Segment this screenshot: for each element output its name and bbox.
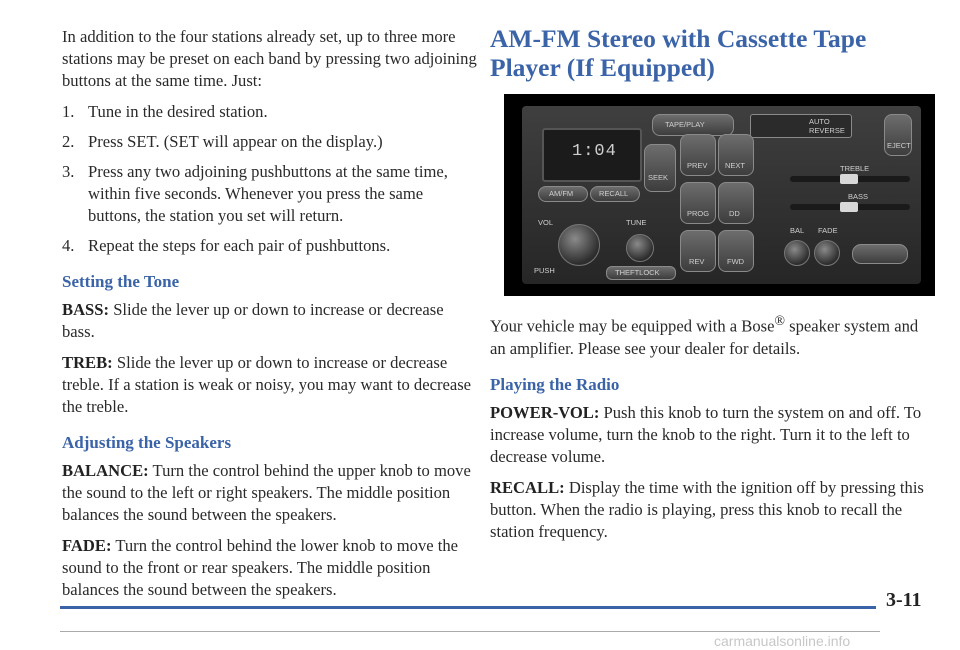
- bass-text: Slide the lever up or down to increase or decrease bass.: [62, 300, 444, 341]
- bose-text-b: speaker system and an amplifier. Please see your dealer for details.: [490, 316, 919, 358]
- bass-paragraph: [62, 299, 480, 343]
- list-item: [62, 131, 480, 153]
- preset-steps-list: [62, 101, 480, 257]
- seek-label: SEEK: [648, 173, 669, 182]
- page-number: 3-11: [886, 589, 922, 611]
- intro-paragraph: In addition to the four stations already set, up to three more stations may be preset on each band by pressing two adjoining buttons at the same time. Just:: [62, 27, 477, 90]
- preset-button-6: [718, 230, 754, 272]
- power-push-label: PUSH: [534, 266, 555, 275]
- recall-paragraph: [490, 477, 930, 543]
- section-title: AM-FM Stereo with Cassette Tape Player (If Equipped): [490, 24, 867, 82]
- tape-play-label: TAPE/PLAY: [665, 120, 705, 129]
- seek-button: [644, 144, 676, 192]
- power-term: POWER-VOL:: [490, 402, 600, 422]
- bottom-rule: [60, 631, 880, 632]
- eject-button: [884, 114, 912, 156]
- cassette-slot: [750, 114, 852, 138]
- tune-label: TUNE: [626, 218, 647, 227]
- list-item: [62, 161, 480, 227]
- recall-term: RECALL:: [490, 477, 565, 497]
- playing-heading: Playing the Radio: [490, 374, 620, 394]
- radio-panel: [522, 106, 921, 284]
- preset-button-5: [680, 230, 716, 272]
- left-column: [62, 26, 480, 610]
- treble-slider-thumb: [840, 174, 858, 184]
- right-body: [490, 310, 930, 543]
- tape-play-button: [652, 114, 734, 136]
- step-number: 1.: [62, 102, 75, 121]
- list-item: [62, 235, 480, 257]
- fade-term: FADE:: [62, 536, 112, 555]
- treb-text: Slide the lever up or down to increase or decrease treble. If a station is weak or noisy, you may want to decrease the treble.: [62, 353, 472, 416]
- display-readout: 1:04: [572, 142, 617, 161]
- step-number: 3.: [62, 162, 75, 181]
- rocker-button: [852, 244, 908, 264]
- step-text: Press any two adjoining pushbuttons at the same time, within five seconds. Whenever you press the same buttons, the station you set will return.: [88, 162, 448, 225]
- bass-slider-thumb: [840, 202, 858, 212]
- step-text: Repeat the steps for each pair of pushbuttons.: [88, 236, 391, 255]
- preset-button-1: [680, 134, 716, 176]
- preset-button-4: [718, 182, 754, 224]
- bose-paragraph: [490, 310, 930, 360]
- vol-label: VOL: [538, 218, 554, 227]
- balance-text: Turn the control behind the upper knob to move the sound to the left or right speakers. The middle position balances the sound between the speakers.: [62, 461, 471, 524]
- prev-label: PREV: [687, 161, 708, 170]
- recall-label: RECALL: [599, 189, 629, 198]
- am-fm-button: [538, 186, 588, 202]
- radio-display: [542, 128, 642, 182]
- bass-term: BASS:: [62, 300, 110, 319]
- speakers-heading: Adjusting the Speakers: [62, 433, 232, 452]
- fade-paragraph: [62, 535, 480, 601]
- fwd-label: FWD: [727, 257, 745, 266]
- theftlock-indicator: [606, 266, 676, 280]
- step-text: Press SET. (SET will appear on the display.): [88, 132, 383, 151]
- balance-knob: [784, 240, 810, 266]
- step-number: 2.: [62, 132, 75, 151]
- tone-heading: Setting the Tone: [62, 272, 180, 291]
- power-text: Push this knob to turn the system on and off. To increase volume, turn the knob to the right. Turn it to the left to decrease volume.: [490, 402, 922, 466]
- eject-label: EJECT: [887, 141, 911, 150]
- bass-label: BASS: [848, 192, 869, 201]
- balance-term: BALANCE:: [62, 461, 149, 480]
- balance-paragraph: [62, 460, 480, 526]
- treb-paragraph: [62, 352, 480, 418]
- treble-label: TREBLE: [840, 164, 870, 173]
- bal-label: BAL: [790, 226, 805, 235]
- fade-label: FADE: [818, 226, 838, 235]
- bose-text-a: Your vehicle may be equipped with a Bose: [490, 316, 775, 336]
- radio-faceplate-image: [504, 94, 935, 296]
- dd-label: DD: [729, 209, 740, 218]
- am-fm-label: AM/FM: [549, 189, 574, 198]
- rev-label: REV: [689, 257, 705, 266]
- recall-button: [590, 186, 640, 202]
- treb-term: TREB:: [62, 353, 113, 372]
- footer-rule: [60, 606, 876, 609]
- step-number: 4.: [62, 236, 75, 255]
- recall-text: Display the time with the ignition off by pressing this button. When the radio is playing, press this knob to recall the station frequency.: [490, 477, 924, 541]
- watermark: carmanualsonline.info: [714, 633, 851, 649]
- fade-knob: [814, 240, 840, 266]
- list-item: [62, 101, 480, 123]
- registered-mark: ®: [774, 313, 786, 328]
- step-text: Tune in the desired station.: [88, 102, 268, 121]
- auto-reverse-label: AUTO REVERSE: [809, 117, 845, 135]
- tune-knob: [626, 234, 654, 262]
- power-vol-knob: [558, 224, 600, 266]
- theftlock-label: THEFTLOCK: [615, 268, 660, 277]
- preset-button-2: [718, 134, 754, 176]
- power-paragraph: [490, 402, 930, 468]
- fade-text: Turn the control behind the lower knob to move the sound to the front or rear speakers. The middle position balances the sound between the speakers.: [62, 536, 459, 599]
- prog-label: PROG: [687, 209, 710, 218]
- next-label: NEXT: [725, 161, 746, 170]
- preset-button-3: [680, 182, 716, 224]
